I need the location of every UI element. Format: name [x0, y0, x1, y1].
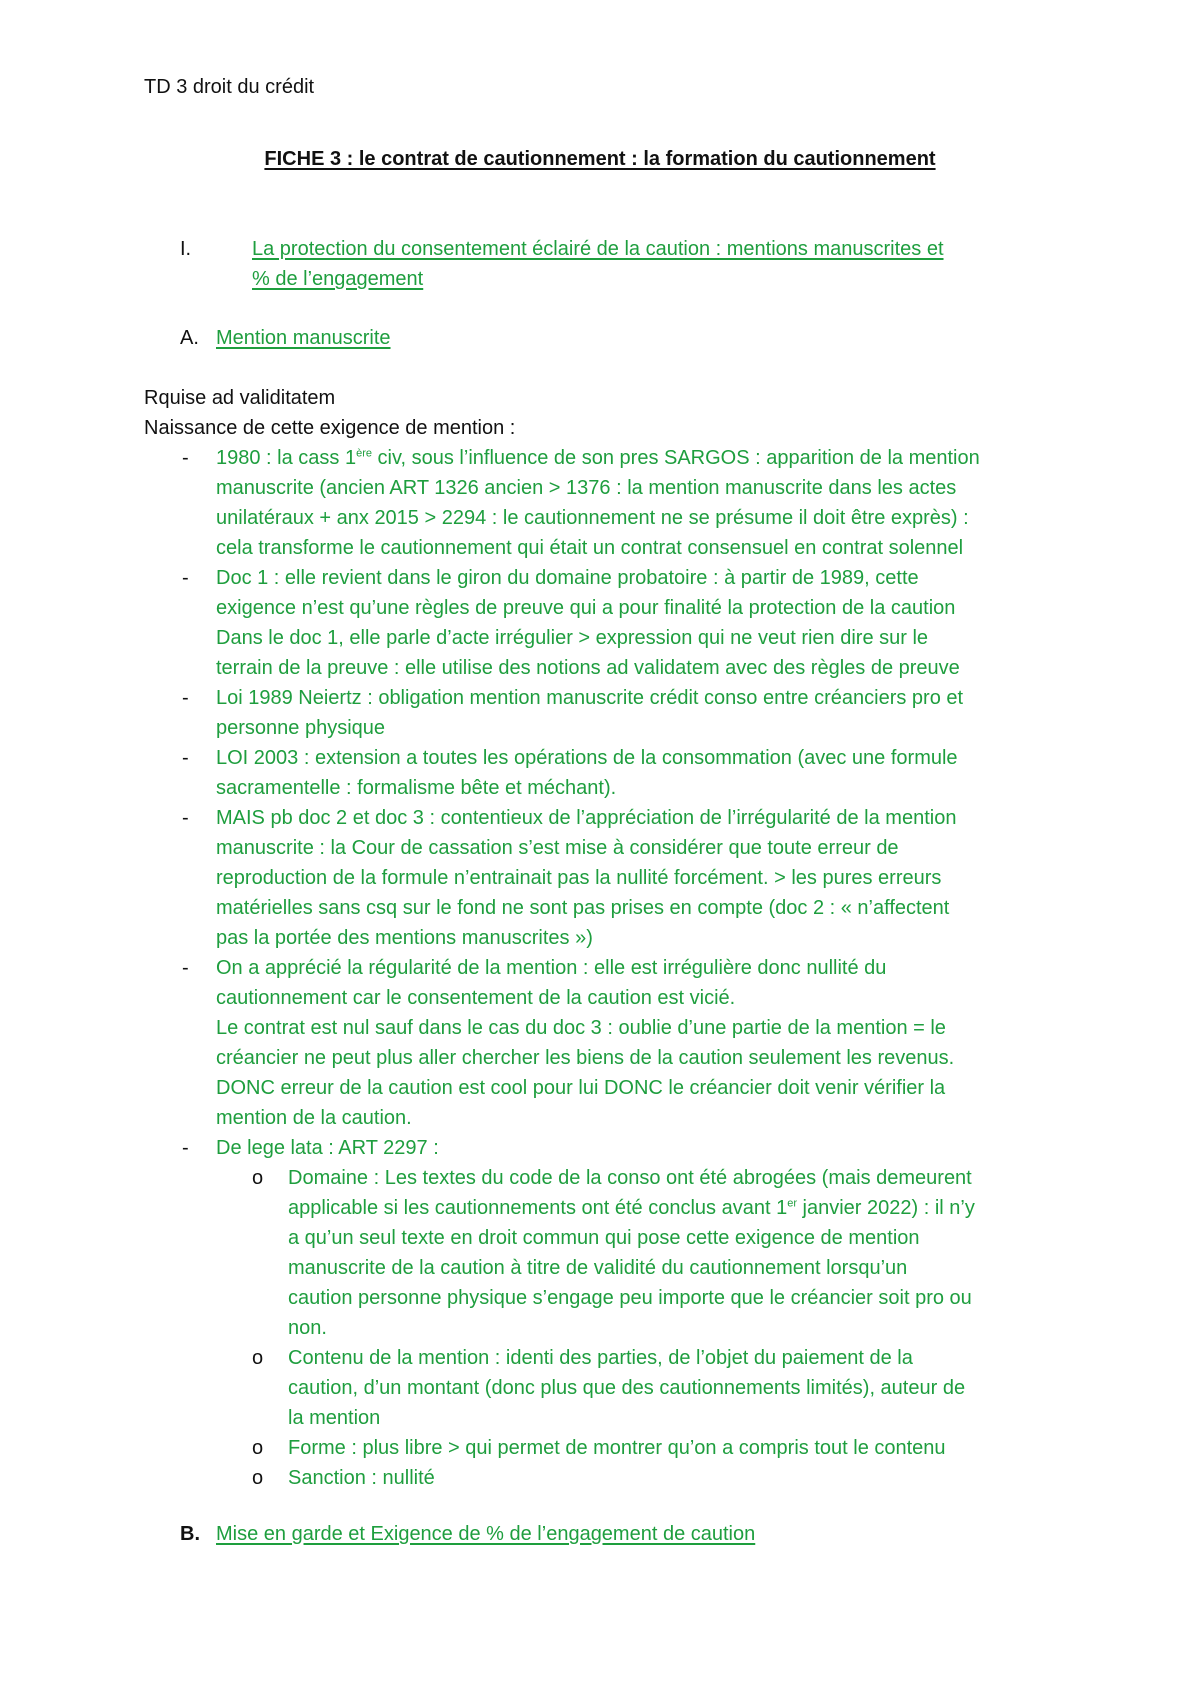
- bullet-item-line: pas la portée des mentions manuscrites »): [216, 927, 593, 949]
- bullet-item-marker: -: [182, 957, 189, 979]
- superscript: er: [787, 1197, 797, 1210]
- bullet-item-line: DONC erreur de la caution est cool pour lui DONC le créancier doit venir vérifier la: [216, 1077, 946, 1099]
- bullet-item-line: exigence n’est qu’une règles de preuve qui a pour finalité la protection de la caution: [216, 597, 956, 619]
- bullet-item-line: De lege lata : ART 2297 :: [216, 1137, 439, 1159]
- sub-bullet-item-line: Contenu de la mention : identi des parties, de l’objet du paiement de la: [288, 1347, 913, 1369]
- bullet-item-marker: -: [182, 447, 189, 469]
- superscript: ère: [356, 447, 372, 460]
- bullet-item-line: [216, 443, 980, 473]
- bullet-item-line: On a apprécié la régularité de la mention : elle est irrégulière donc nullité du: [216, 957, 887, 979]
- bullet-item-marker: -: [182, 567, 189, 589]
- sub-bullet-item-line: la mention: [288, 1407, 381, 1429]
- sub-bullet-item-marker: o: [252, 1167, 264, 1189]
- bullet-item-line: Loi 1989 Neiertz : obligation mention manuscrite crédit conso entre créanciers pro et: [216, 687, 964, 709]
- sub-bullet-item-line: Forme : plus libre > qui permet de montrer qu’on a compris tout le contenu: [288, 1437, 946, 1459]
- bullet-item-line: mention de la caution.: [216, 1107, 412, 1129]
- sub-bullet-item-line: manuscrite de la caution à titre de validité du cautionnement lorsqu’un: [288, 1257, 908, 1279]
- bullet-item-line: LOI 2003 : extension a toutes les opérations de la consommation (avec une formule: [216, 747, 958, 769]
- sub-bullet-item-line: Sanction : nullité: [288, 1467, 435, 1489]
- sub-bullet-item-marker: o: [252, 1347, 264, 1369]
- sub-bullet-item-line: non.: [288, 1317, 327, 1339]
- text-segment: civ, sous l’influence de son pres SARGOS : apparition de la mention: [372, 447, 980, 469]
- bullet-item-line: manuscrite : la Cour de cassation s’est mise à considérer que toute erreur de: [216, 837, 899, 859]
- section-i-title-line1: La protection du consentement éclairé de la caution : mentions manuscrites et: [252, 238, 944, 260]
- document-header: TD 3 droit du crédit: [144, 76, 315, 98]
- section-a-title: Mention manuscrite: [216, 327, 391, 349]
- sub-bullet-item-marker: o: [252, 1437, 264, 1459]
- bullet-item-line: Doc 1 : elle revient dans le giron du domaine probatoire : à partir de 1989, cette: [216, 567, 919, 589]
- bullet-item-marker: -: [182, 747, 189, 769]
- bullet-item-line: manuscrite (ancien ART 1326 ancien > 1376 : la mention manuscrite dans les actes: [216, 477, 957, 499]
- bullet-item-line: cela transforme le cautionnement qui était un contrat consensuel en contrat solennel: [216, 537, 964, 559]
- bullet-item-line: créancier ne peut plus aller chercher les biens de la caution seulement les revenus.: [216, 1047, 955, 1069]
- bullet-item-line: personne physique: [216, 717, 386, 739]
- sub-bullet-item-line: caution personne physique s’engage peu importe que le créancier soit pro ou: [288, 1287, 972, 1309]
- sub-bullet-item-line: Domaine : Les textes du code de la conso ont été abrogées (mais demeurent: [288, 1167, 972, 1189]
- text-segment: janvier 2022) : il n’y: [796, 1197, 975, 1219]
- bullet-item-line: matérielles sans csq sur le fond ne sont pas prises en compte (doc 2 : « n’affectent: [216, 897, 950, 919]
- bullet-item-marker: -: [182, 687, 189, 709]
- bullet-item-line: Dans le doc 1, elle parle d’acte irrégulier > expression qui ne veut rien dire sur le: [216, 627, 929, 649]
- bullet-item-marker: -: [182, 807, 189, 829]
- text-segment: applicable si les cautionnements ont été conclus avant 1: [288, 1197, 788, 1219]
- fiche-title: FICHE 3 : le contrat de cautionnement : la formation du cautionnement: [264, 148, 936, 170]
- section-b-title: Mise en garde et Exigence de % de l’engagement de caution: [216, 1523, 756, 1545]
- bullet-item-line: terrain de la preuve : elle utilise des notions ad validatem avec des règles de preuve: [216, 657, 960, 679]
- sub-bullet-item-line: [288, 1193, 975, 1223]
- intro-line-2: Naissance de cette exigence de mention :: [144, 417, 516, 439]
- bullet-item-line: reproduction de la formule n’entrainait pas la nullité forcément. > les pures erreurs: [216, 867, 942, 889]
- intro-line-1: Rquise ad validitatem: [144, 387, 336, 409]
- bullet-item-line: Le contrat est nul sauf dans le cas du doc 3 : oublie d’une partie de la mention = le: [216, 1017, 946, 1039]
- section-a-marker: A.: [180, 327, 199, 349]
- bullet-item-marker: -: [182, 1137, 189, 1159]
- sub-bullet-item-marker: o: [252, 1467, 264, 1489]
- sub-bullet-item-line: caution, d’un montant (donc plus que des cautionnements limités), auteur de: [288, 1377, 966, 1399]
- section-b-marker: B.: [180, 1523, 200, 1545]
- section-i-title-line2: % de l’engagement: [252, 268, 424, 290]
- bullet-item-line: unilatéraux + anx 2015 > 2294 : le cautionnement ne se présume il doit être exprès) :: [216, 507, 969, 529]
- bullet-item-line: MAIS pb doc 2 et doc 3 : contentieux de l’appréciation de l’irrégularité de la mention: [216, 807, 957, 829]
- bullet-item-line: sacramentelle : formalisme bête et méchant).: [216, 777, 617, 799]
- section-i-marker: I.: [180, 238, 192, 260]
- bullet-item-line: cautionnement car le consentement de la caution est vicié.: [216, 987, 736, 1009]
- sub-bullet-item-line: a qu’un seul texte en droit commun qui pose cette exigence de mention: [288, 1227, 920, 1249]
- text-segment: 1980 : la cass 1: [216, 447, 357, 469]
